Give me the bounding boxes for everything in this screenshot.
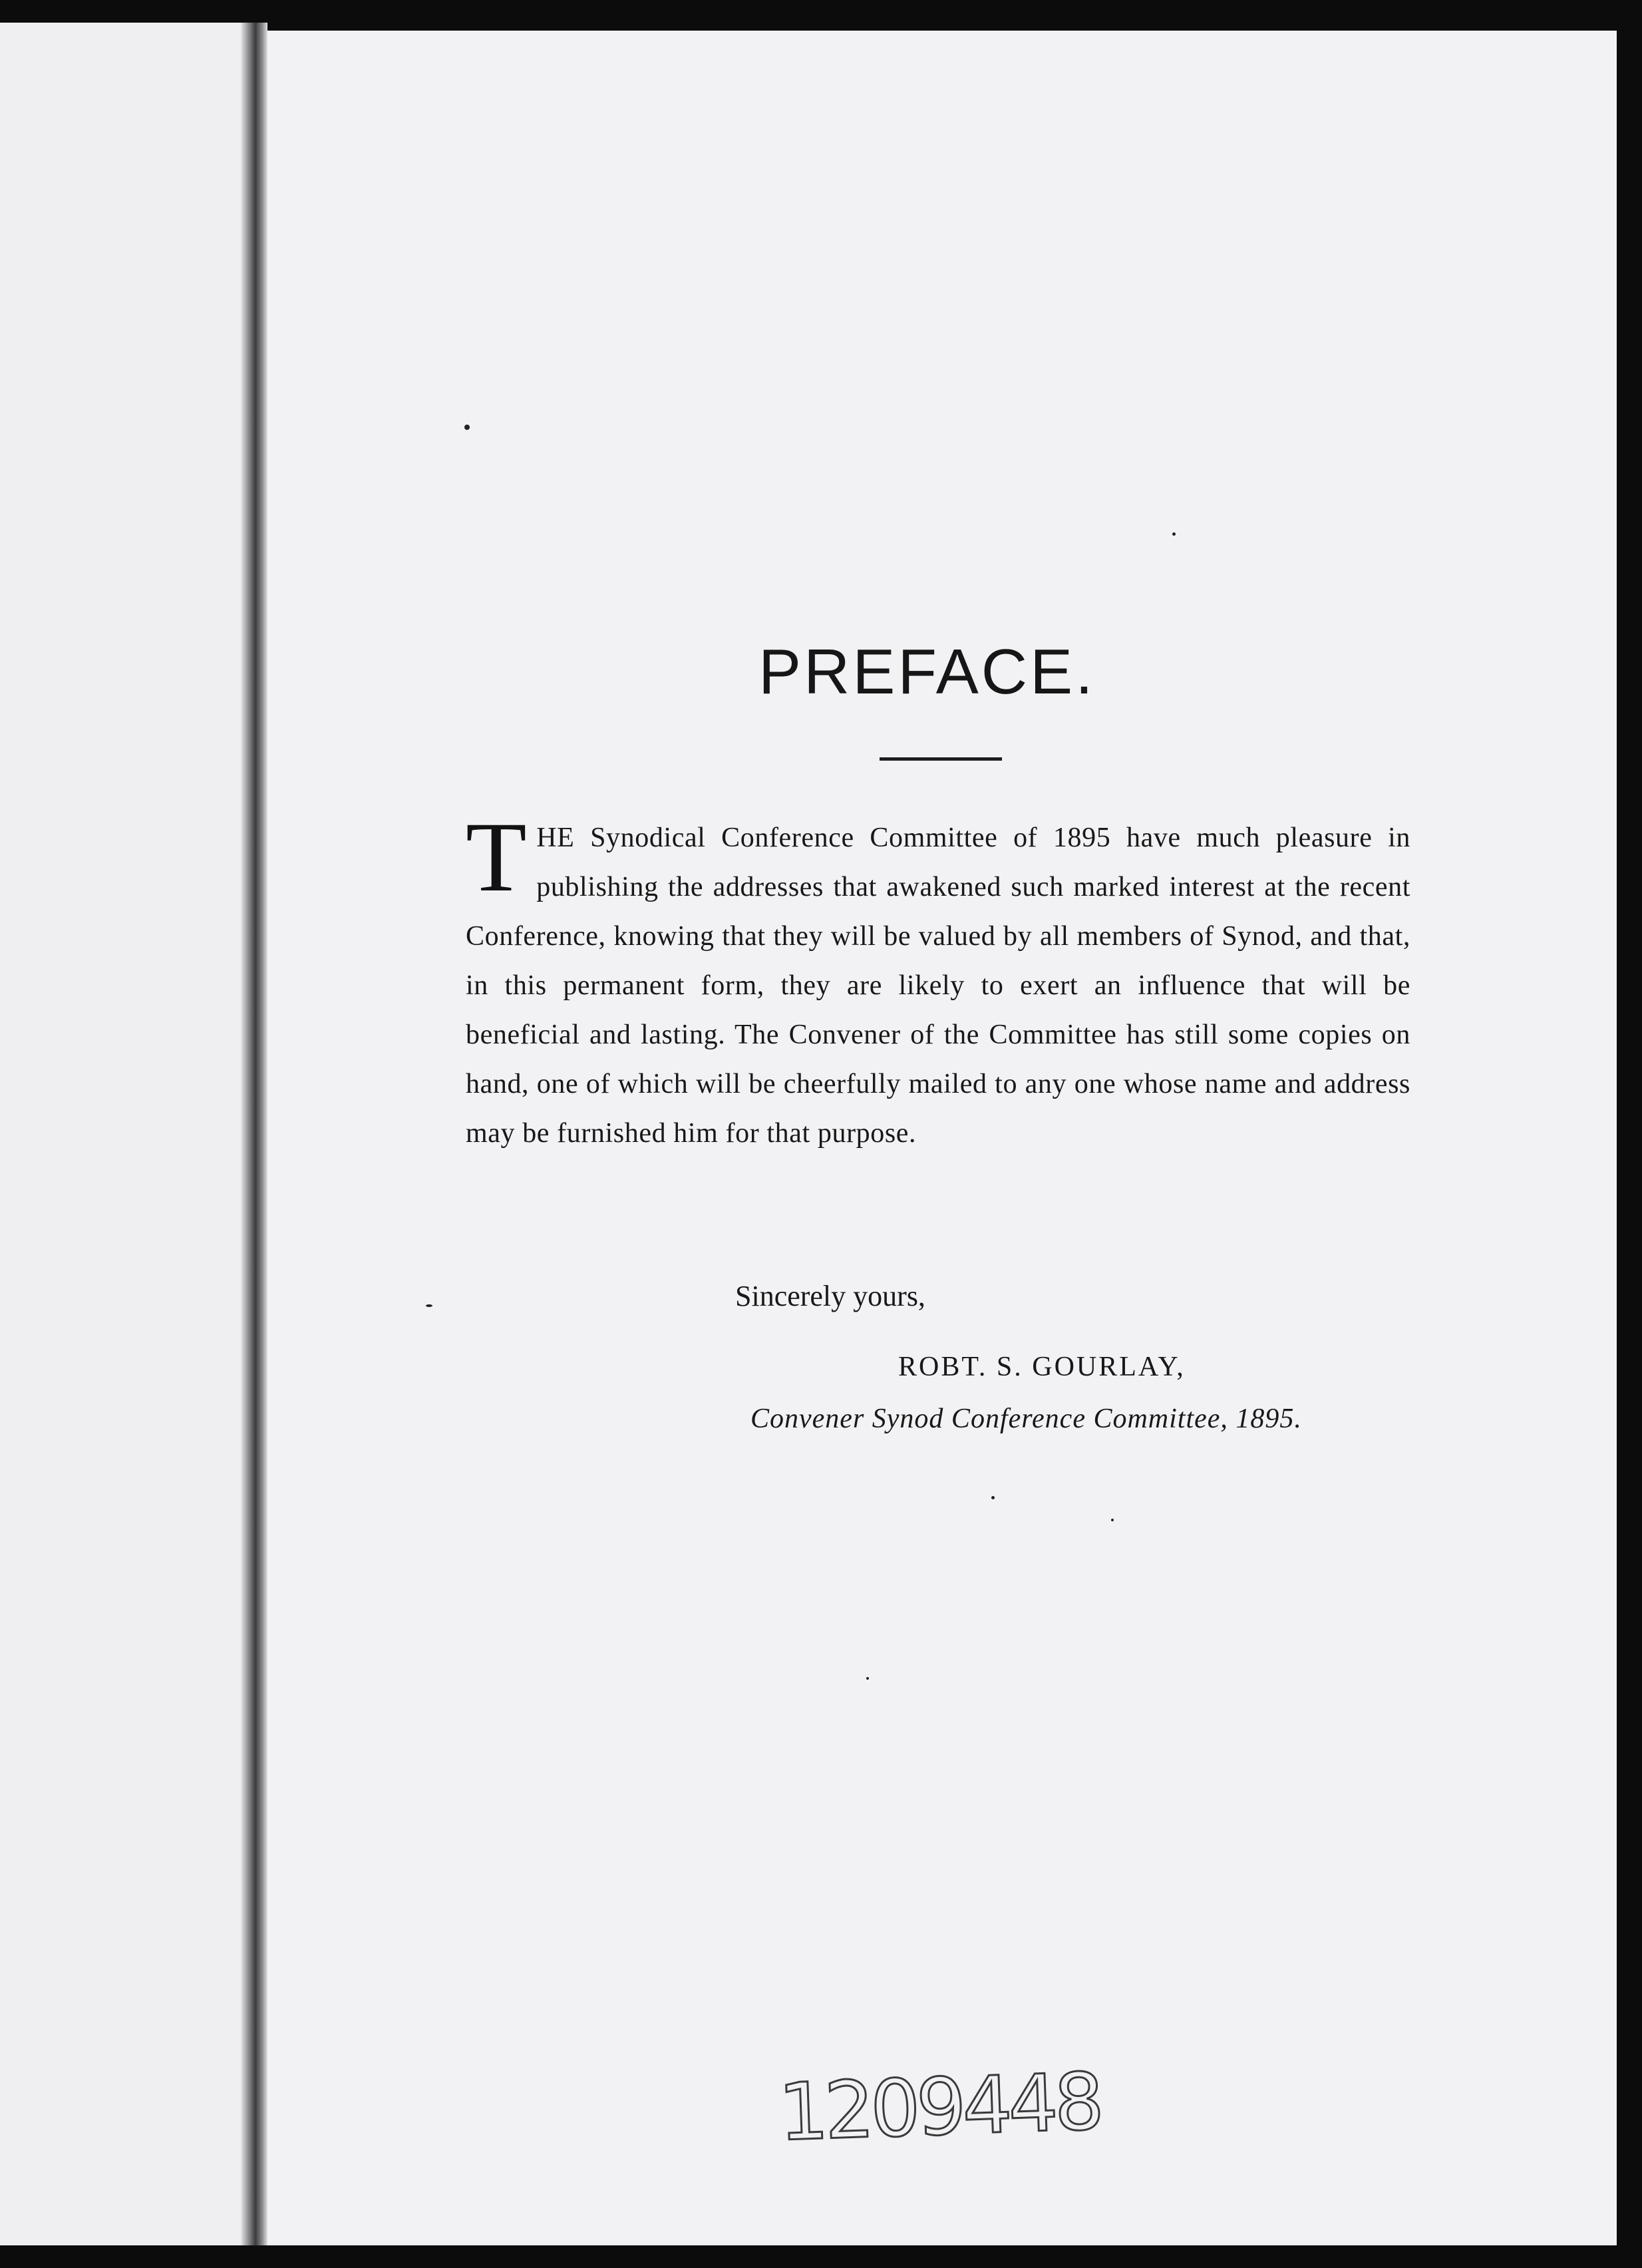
title-divider bbox=[880, 757, 1002, 761]
top-scan-border bbox=[267, 0, 1642, 31]
book-spine bbox=[241, 23, 267, 2245]
ink-speck bbox=[991, 1496, 995, 1499]
ink-speck bbox=[1172, 532, 1176, 536]
handwritten-accession-number bbox=[772, 2055, 1102, 2159]
preface-body: HE Synodical Conference Committee of 1895 have much pleasure in publishing the addresses that awakened such marked interest at the recent Conference, knowing that they will be valued by all members of Synod, and that, in this permanent form, they are likely to exert an influence that will be beneficial and lasting. The Convener of the Committee has still some copies on hand, one of which will be cheerfully mailed to any one whose name and address may be furnished him for that purpose. bbox=[466, 823, 1410, 1149]
ink-speck bbox=[464, 425, 470, 430]
page-title: PREFACE. bbox=[758, 636, 1096, 707]
drop-cap: T bbox=[466, 802, 528, 912]
handwritten-number-text: 1209448 bbox=[776, 2055, 1102, 2159]
ink-speck bbox=[1111, 1519, 1114, 1521]
preface-paragraph bbox=[466, 802, 1410, 1158]
signer-title: Convener Synod Conference Committee, 1895. bbox=[750, 1404, 1302, 1434]
signer-name: ROBT. S. GOURLAY, bbox=[898, 1352, 1186, 1382]
ink-speck bbox=[426, 1304, 432, 1307]
closing-salutation: Sincerely yours, bbox=[735, 1280, 925, 1312]
ink-speck bbox=[866, 1677, 869, 1680]
